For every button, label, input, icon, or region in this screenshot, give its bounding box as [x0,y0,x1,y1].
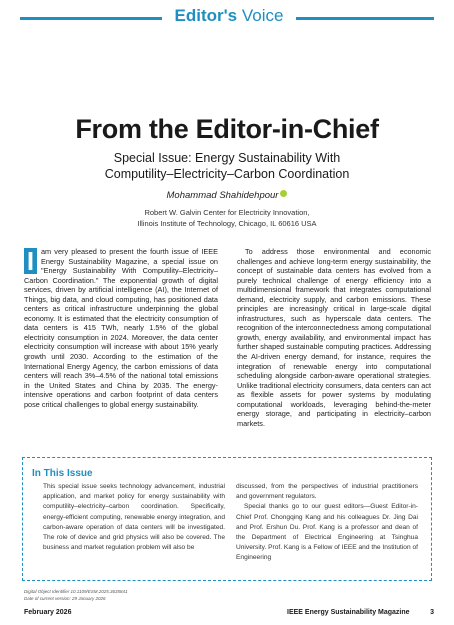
affiliation-line-2: Illinois Institute of Technology, Chicago, IL 60616 USA [137,218,317,228]
in-this-issue-title: In This Issue [32,468,93,479]
subtitle-line-1: Special Issue: Energy Sustainability With [113,151,341,165]
footer-magazine-name: IEEE Energy Sustainability Magazine [287,609,410,616]
author-name: Mohammad Shahidehpour [166,190,279,201]
orcid-icon[interactable] [280,190,287,197]
page-number: 3 [430,609,434,616]
doi-note [24,588,128,602]
in-this-issue-left-text: This special issue seeks technology advancement, industrial application, and market policy for energy sustainability with computility–electricity–carbon coordination. Specifically, energy-efficient computing, renewable energy integration, and carbon-aware operation of data centers will be investigated. The role of device and grid physics will also be covered. The business and market regulation problem will also be [43,483,225,552]
in-this-issue-right-column [236,482,418,564]
section-title [162,6,296,26]
in-this-issue-right-text-1: discussed, from the perspectives of industrial practitioners and government regulators. [236,483,418,501]
section-title-word1: Editor's [174,6,238,25]
article-title: From the Editor-in-Chief [75,114,379,144]
body-column-left [24,247,218,409]
body-text-right: To address those environmental and economic challenges and achieve long-term energy sustainability, the concept of sustainable data centers has evolved from a purely technical challenge of energy efficiency into a multidimensional framework that integrates computational demand, electricity supply, and carbon emissions. These principles are increasingly critical in large-scale digital infrastructures, such as hyperscale data centers. The recognition of the interconnectedness among computational growth, energy availability, and environmental impact has further shaped sustainable computing practices. Addressing the AI-driven energy demand, for instance, requires the integration of renewable energy into computational scheduling alongside carbon-aware operational strategies. Unlike traditional electricity consumers, data centers can act as flexible assets for power systems by modulating computational workloads, leveraging behind-the-meter energy storage, and participating in electricity–carbon markets. [237,247,431,428]
section-title-word2: Voice [241,6,284,25]
in-this-issue-right-text-2: Special thanks go to our guest editors—Guest Editor-in-Chief Prof. Chongqing Kang and his colleagues Dr. Jing Dai and Prof. Ershun Du. Prof. Kang is a professor and dean of the Department of Electrical Engineering at Tsinghua University. Prof. Kang is a Fellow of IEEE and the Institution of Engineering [236,503,418,562]
footer-date: February 2026 [24,609,72,616]
drop-cap: I [24,248,37,274]
section-header [0,0,454,34]
header-rule-right [296,17,434,20]
header-rule-left [20,17,162,20]
author-affiliation [0,208,454,229]
author-line [0,190,454,201]
subtitle-line-2: Computility–Electricity–Carbon Coordination [104,167,350,181]
page-footer [24,609,434,619]
body-column-right [237,247,431,428]
article-subtitle [40,150,414,182]
body-text-left: am very pleased to present the fourth issue of IEEE Energy Sustainability Magazine, a special issue on "Energy Sustainability With Computility–Electricity–Carbon Coordination." The exponential growth of digital services, driven by artificial intelligence (AI), the Internet of Things, big data, and cloud computing, has positioned data centers as critical infrastructure underpinning the global economy. It is estimated that the electricity consumption of data centers is 415 TWh, nearly 1.5% of the global electricity consumption in 2024. Moreover, the data center electricity consumption will increase with about 15% yearly growth until 2030. According to the estimation of the International Energy Agency, the carbon emissions of data centers will reach 3%–4.5% of the national total emissions in the United States and China by 2035. The energy-intensive operations and carbon footprint of data centers pose critical challenges to global energy sustainability. [24,247,218,409]
doi-identifier: Digital Object Identifier 10.1109/ESM.2025.3635841 [24,589,128,594]
current-version-date: Date of current version: 29 January 2026 [24,596,106,601]
affiliation-line-1: Robert W. Galvin Center for Electricity Innovation, [144,208,310,217]
in-this-issue-box [22,457,432,581]
